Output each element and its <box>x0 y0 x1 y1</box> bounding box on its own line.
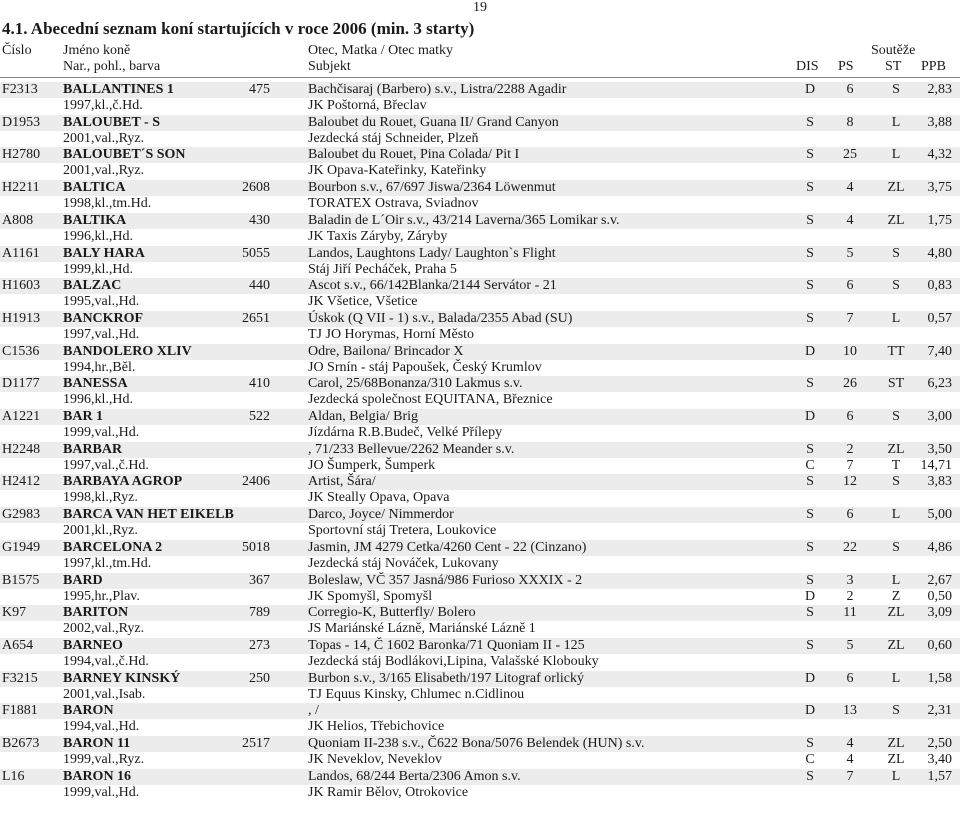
horse-number: H1913 <box>2 310 41 326</box>
horse-number: B1575 <box>2 572 40 588</box>
stat-dis: S <box>806 637 814 653</box>
horse-owner-subject: JK Opava-Kateřinky, Kateřinky <box>308 163 487 179</box>
stat-ps: 13 <box>843 703 857 719</box>
horse-owner-subject: JK Helios, Třebichovice <box>308 719 445 735</box>
horse-id-code: 410 <box>249 376 270 392</box>
horse-id-code: 2517 <box>242 736 270 751</box>
stat-ps: 26 <box>843 376 857 392</box>
horse-pedigree: Carol, 25/68Bonanza/310 Lakmus s.v. <box>308 376 523 392</box>
stat-dis: S <box>806 539 814 555</box>
table-row <box>0 82 960 114</box>
horse-owner-subject: Jezdecká stáj Nováček, Lukovany <box>308 555 499 571</box>
horse-owner-subject: TJ JO Horymas, Horní Město <box>308 326 475 342</box>
table-row <box>0 474 960 506</box>
horse-id-code: 2651 <box>242 310 270 326</box>
horse-pedigree: Aldan, Belgia/ Brig <box>308 409 419 424</box>
horse-id-code: 440 <box>249 278 270 294</box>
horse-birth-sex-color: 1995,hr.,Plav. <box>63 588 140 604</box>
table-row <box>0 278 960 310</box>
table-row <box>0 115 960 147</box>
horse-name: BALZAC <box>63 278 122 294</box>
horse-birth-sex-color: 1994,val.,č.Hd. <box>63 653 149 669</box>
horse-pedigree: Jasmin, JM 4279 Cetka/4260 Cent - 22 (Cinzano) <box>308 539 587 555</box>
stat-dis: S <box>806 768 814 784</box>
horse-name: BALOUBET´S SON <box>63 147 186 163</box>
horse-birth-sex-color: 2001,val.,Isab. <box>63 686 146 702</box>
stat-dis: S <box>806 147 814 163</box>
stat-dis: S <box>806 114 814 130</box>
horse-pedigree: Úskok (Q VII - 1) s.v., Balada/2355 Abad (SU) <box>308 310 573 326</box>
stat-dis: S <box>806 605 814 621</box>
horse-name: BALY HARA <box>63 245 145 261</box>
horse-id-code: 5018 <box>242 539 270 555</box>
horse-birth-sex-color: 1998,kl.,Ryz. <box>63 490 138 506</box>
horse-name: BAR 1 <box>63 409 104 424</box>
stat-ps: 7 <box>846 768 854 784</box>
stat-st: ZL <box>887 605 905 621</box>
table-row <box>0 540 960 572</box>
horse-owner-subject: JO Šumperk, Šumperk <box>308 457 436 473</box>
horse-name: BARBAR <box>63 441 123 457</box>
stat-ppb: 3,88 <box>927 114 952 130</box>
stat-ppb: 3,00 <box>927 409 952 424</box>
stat-ps: 8 <box>846 114 854 130</box>
horse-number: A654 <box>2 637 34 653</box>
horse-pedigree: Bachčisaraj (Barbero) s.v., Listra/2288 Agadir <box>308 82 567 97</box>
stat-st: ST <box>887 376 905 392</box>
stat-st: ZL <box>887 736 905 751</box>
stat-ppb: 3,75 <box>927 180 952 196</box>
horse-name: BARNEO <box>63 637 123 653</box>
stat-ps: 5 <box>846 637 854 653</box>
table-row <box>0 246 960 278</box>
horse-birth-sex-color: 2001,val.,Ryz. <box>63 130 145 146</box>
stat-st: L <box>891 507 901 523</box>
horse-number: F3215 <box>2 670 38 686</box>
horse-owner-subject: JK Spomyšl, Spomyšl <box>308 588 433 604</box>
horse-name: BARCELONA 2 <box>63 539 163 555</box>
horse-id-code: 273 <box>249 637 270 653</box>
horse-pedigree: Landos, 68/244 Berta/2306 Amon s.v. <box>308 768 521 784</box>
stat-ppb: 1,57 <box>927 768 952 784</box>
horse-name: BARON 16 <box>63 768 132 784</box>
horse-birth-sex-color: 2001,kl.,Ryz. <box>63 523 138 539</box>
table-row <box>0 769 960 801</box>
stat-ppb: 0,57 <box>927 310 952 326</box>
horse-number: H2211 <box>2 180 40 196</box>
stat-ppb: 2,50 <box>927 736 952 751</box>
stat-ps: 6 <box>846 278 854 294</box>
horse-owner-subject: JK Všetice, Všetice <box>308 294 418 310</box>
horse-owner-subject: Jízdárna R.B.Budeč, Velké Přílepy <box>308 425 503 440</box>
horse-birth-sex-color: 1999,kl.,Hd. <box>63 261 133 277</box>
stat-ppb: 5,00 <box>927 507 952 523</box>
horse-name: BANDOLERO XLIV <box>63 343 192 359</box>
stat-st: L <box>891 670 901 686</box>
horse-owner-subject: TJ Equus Kinsky, Chlumec n.Cidlinou <box>308 686 525 702</box>
stat-ppb: 6,23 <box>927 376 952 392</box>
horse-id-code: 5055 <box>242 245 270 261</box>
horse-pedigree: Ascot s.v., 66/142Blanka/2144 Servátor - 21 <box>308 278 557 294</box>
stat-st: S <box>892 278 900 294</box>
stat-st: ZL <box>887 752 905 767</box>
horse-birth-sex-color: 1997,kl.,č.Hd. <box>63 98 143 113</box>
stat-ps: 7 <box>846 457 854 473</box>
stat-ps: 12 <box>843 474 857 490</box>
horse-owner-subject: Stáj Jiří Pecháček, Praha 5 <box>308 261 457 277</box>
stat-ps: 6 <box>846 507 854 523</box>
stat-ps: 4 <box>846 212 854 228</box>
stat-dis: S <box>806 310 814 326</box>
stat-dis: D <box>804 409 816 424</box>
stat-st: S <box>892 474 900 490</box>
horse-birth-sex-color: 1996,kl.,Hd. <box>63 228 133 244</box>
table-row <box>0 605 960 637</box>
horse-pedigree: Topas - 14, Č 1602 Baronka/71 Quoniam II - 125 <box>308 637 585 653</box>
header-nar: Nar., pohl., barva <box>63 59 161 74</box>
horse-id-code: 522 <box>249 409 270 424</box>
table-row <box>0 736 960 768</box>
horse-number: F1881 <box>2 703 38 719</box>
horse-id-code: 2608 <box>242 180 270 196</box>
stat-st: T <box>891 457 901 473</box>
horse-pedigree: Bourbon s.v., 67/697 Jiswa/2364 Löwenmut <box>308 180 556 196</box>
stat-st: L <box>891 147 901 163</box>
horse-birth-sex-color: 1997,val.,č.Hd. <box>63 457 149 473</box>
horse-name: BALTIKA <box>63 212 127 228</box>
horse-owner-subject: Jezdecká společnost EQUITANA, Březnice <box>308 392 553 408</box>
horse-birth-sex-color: 1994,val.,Hd. <box>63 719 140 735</box>
header-st: ST <box>885 59 902 74</box>
horse-birth-sex-color: 1999,val.,Hd. <box>63 425 140 440</box>
header-jmeno: Jméno koně <box>63 43 131 58</box>
stat-ps: 5 <box>846 245 854 261</box>
horse-name: BARON 11 <box>63 736 131 751</box>
stat-ps: 7 <box>846 310 854 326</box>
horse-id-code: 367 <box>249 572 270 588</box>
table-row <box>0 180 960 212</box>
stat-dis: D <box>804 703 816 719</box>
stat-ps: 6 <box>846 670 854 686</box>
horse-number: G1949 <box>2 539 41 555</box>
table-row <box>0 147 960 179</box>
horse-owner-subject: JK Ramir Bělov, Otrokovice <box>308 784 469 800</box>
stat-st: S <box>892 82 900 97</box>
horse-number: H2412 <box>2 474 41 490</box>
horse-owner-subject: Sportovní stáj Tretera, Loukovice <box>308 523 497 539</box>
horse-number: H1603 <box>2 278 41 294</box>
stat-ps: 4 <box>846 736 854 751</box>
stat-ppb: 2,67 <box>927 572 952 588</box>
horse-number: F2313 <box>2 82 38 97</box>
stat-dis: S <box>806 376 814 392</box>
horse-name: BALOUBET - S <box>63 114 160 130</box>
horse-name: BALTICA <box>63 180 126 196</box>
stat-st: S <box>892 409 900 424</box>
horse-birth-sex-color: 2001,val.,Ryz. <box>63 163 145 179</box>
stat-ps: 10 <box>843 343 857 359</box>
stat-st: ZL <box>887 637 905 653</box>
horse-name: BARNEY KINSKÝ <box>63 670 181 686</box>
stat-ppb: 1,75 <box>927 212 952 228</box>
horse-owner-subject: Jezdecká stáj Schneider, Plzeň <box>308 130 479 146</box>
stat-st: TT <box>887 343 905 359</box>
header-ppb: PPB <box>921 59 946 74</box>
stat-ppb: 7,40 <box>927 343 952 359</box>
horse-owner-subject: TORATEX Ostrava, Sviadnov <box>308 196 479 212</box>
horse-number: B2673 <box>2 736 40 751</box>
stat-ps: 6 <box>846 409 854 424</box>
stat-ppb: 3,40 <box>927 752 952 767</box>
horse-birth-sex-color: 1995,val.,Hd. <box>63 294 140 310</box>
stat-st: ZL <box>887 441 905 457</box>
horse-pedigree: Corregio-K, Butterfly/ Bolero <box>308 605 476 621</box>
horse-name: BARBAYA AGROP <box>63 474 183 490</box>
horse-number: K97 <box>2 605 27 621</box>
table-row <box>0 344 960 376</box>
stat-st: S <box>892 245 900 261</box>
horse-birth-sex-color: 2002,val.,Ryz. <box>63 621 145 637</box>
stat-st: S <box>892 539 900 555</box>
table-row <box>0 409 960 441</box>
stat-ps: 2 <box>846 441 854 457</box>
stat-dis: S <box>806 736 814 751</box>
horse-owner-subject: JK Poštorná, Břeclav <box>308 98 427 113</box>
header-otec: Otec, Matka / Otec matky <box>308 43 454 58</box>
table-row <box>0 671 960 703</box>
table-row <box>0 703 960 735</box>
table-row <box>0 507 960 539</box>
stat-dis: D <box>804 588 816 604</box>
stat-ppb: 4,80 <box>927 245 952 261</box>
header-cislo: Číslo <box>2 43 32 58</box>
header-subjekt: Subjekt <box>308 59 351 74</box>
horse-number: A1221 <box>2 409 41 424</box>
stat-ps: 22 <box>843 539 857 555</box>
horse-pedigree: Baladin de L´Oir s.v., 43/214 Laverna/365 Lomikar s.v. <box>308 212 620 228</box>
horse-id-code: 475 <box>249 82 270 97</box>
horse-birth-sex-color: 1999,val.,Ryz. <box>63 752 145 767</box>
stat-ppb: 0,60 <box>927 637 952 653</box>
table-row <box>0 311 960 343</box>
horse-birth-sex-color: 1996,kl.,Hd. <box>63 392 133 408</box>
stat-st: ZL <box>887 212 905 228</box>
stat-dis: C <box>805 752 815 767</box>
horse-birth-sex-color: 1999,val.,Hd. <box>63 784 140 800</box>
horse-id-code: 789 <box>249 605 270 621</box>
horse-name: BARITON <box>63 605 129 621</box>
horse-owner-subject: JO Srnín - stáj Papoušek, Český Krumlov <box>308 359 542 375</box>
stat-ppb: 3,83 <box>927 474 952 490</box>
horse-birth-sex-color: 1997,kl.,tm.Hd. <box>63 555 152 571</box>
stat-ppb: 1,58 <box>927 670 952 686</box>
stat-ps: 4 <box>846 752 854 767</box>
horse-id-code: 2406 <box>242 474 270 490</box>
horse-pedigree: Artist, Šára/ <box>308 474 376 490</box>
stat-ps: 11 <box>843 605 857 621</box>
stat-ppb: 2,31 <box>927 703 952 719</box>
stat-dis: S <box>806 507 814 523</box>
stat-dis: C <box>805 457 815 473</box>
stat-dis: S <box>806 572 814 588</box>
horse-birth-sex-color: 1994,hr.,Běl. <box>63 359 136 375</box>
stat-ps: 2 <box>846 588 854 604</box>
stat-dis: D <box>804 82 816 97</box>
horse-owner-subject: JK Steally Opava, Opava <box>308 490 450 506</box>
stat-st: Z <box>891 588 901 604</box>
horse-number: C1536 <box>2 343 40 359</box>
stat-st: L <box>891 768 901 784</box>
table-row <box>0 376 960 408</box>
horse-pedigree: , / <box>308 703 319 719</box>
horse-pedigree: Boleslaw, VČ 357 Jasná/986 Furioso XXXIX - 2 <box>308 572 583 588</box>
page-title: 4.1. Abecední seznam koní startujících v roce 2006 (min. 3 starty) <box>2 19 475 38</box>
horse-owner-subject: JS Mariánské Lázně, Mariánské Lázně 1 <box>308 621 536 637</box>
horse-name: BARD <box>63 572 103 588</box>
stat-ppb: 14,71 <box>920 457 952 473</box>
horse-owner-subject: Jezdecká stáj Bodlákovi,Lipina, Valašské Klobouky <box>308 653 599 669</box>
horse-id-code: 250 <box>249 670 270 686</box>
stat-dis: S <box>806 278 814 294</box>
horse-pedigree: Burbon s.v., 3/165 Elisabeth/197 Litograf orlický <box>308 670 584 686</box>
table-row <box>0 213 960 245</box>
horse-name: BANCKROF <box>63 310 144 326</box>
horse-owner-subject: JK Neveklov, Neveklov <box>308 752 443 767</box>
horse-name: BARON <box>63 703 114 719</box>
horse-number: G2983 <box>2 507 41 523</box>
horse-name: BALLANTINES 1 <box>63 82 174 97</box>
stat-st: L <box>891 310 901 326</box>
horse-owner-subject: JK Taxis Záryby, Záryby <box>308 228 448 244</box>
stat-dis: D <box>804 343 816 359</box>
horse-pedigree: Quoniam II-238 s.v., Č622 Bona/5076 Belendek (HUN) s.v. <box>308 736 645 751</box>
table-row <box>0 442 960 474</box>
horse-pedigree: Odre, Bailona/ Brincador X <box>308 343 464 359</box>
stat-ppb: 0,50 <box>927 588 952 604</box>
stat-ppb: 3,09 <box>927 605 952 621</box>
stat-ppb: 4,86 <box>927 539 952 555</box>
header-ps: PS <box>838 59 854 74</box>
stat-st: L <box>891 114 901 130</box>
horse-name: BANESSA <box>63 376 128 392</box>
horse-pedigree: Landos, Laughtons Lady/ Laughton`s Flight <box>308 245 556 261</box>
horse-pedigree: Baloubet du Rouet, Guana II/ Grand Canyon <box>308 114 559 130</box>
stat-dis: S <box>806 245 814 261</box>
stat-dis: D <box>804 670 816 686</box>
horse-birth-sex-color: 1998,kl.,tm.Hd. <box>63 196 152 212</box>
table-row <box>0 573 960 605</box>
stat-ppb: 0,83 <box>927 278 952 294</box>
horse-id-code: 430 <box>249 212 270 228</box>
stat-dis: S <box>806 180 814 196</box>
page-number: 19 <box>473 0 487 15</box>
horse-pedigree: , 71/233 Bellevue/2262 Meander s.v. <box>308 441 515 457</box>
table-row <box>0 638 960 670</box>
stat-ppb: 3,50 <box>927 441 952 457</box>
stat-dis: S <box>806 212 814 228</box>
horse-number: H2248 <box>2 441 41 457</box>
horse-birth-sex-color: 1997,val.,Hd. <box>63 326 140 342</box>
horse-number: A1161 <box>2 245 40 261</box>
header-divider <box>0 77 960 78</box>
horse-number: A808 <box>2 212 34 228</box>
stat-st: S <box>892 703 900 719</box>
stat-ppb: 4,32 <box>927 147 952 163</box>
stat-ps: 25 <box>843 147 857 163</box>
stat-ppb: 2,83 <box>927 82 952 97</box>
horse-name: BARCA VAN HET EIKELB <box>63 507 234 523</box>
horse-pedigree: Darco, Joyce/ Nimmerdor <box>308 507 454 523</box>
header-souteze: Soutěže <box>871 43 916 58</box>
horse-pedigree: Baloubet du Rouet, Pina Colada/ Pit I <box>308 147 520 163</box>
stat-st: L <box>891 572 901 588</box>
horse-number: H2780 <box>2 147 41 163</box>
stat-st: ZL <box>887 180 905 196</box>
horse-number: D1953 <box>2 114 41 130</box>
horse-number: L16 <box>2 768 25 784</box>
stat-dis: S <box>806 441 814 457</box>
stat-ps: 6 <box>846 82 854 97</box>
header-dis: DIS <box>796 59 819 74</box>
stat-ps: 3 <box>846 572 854 588</box>
stat-ps: 4 <box>846 180 854 196</box>
stat-dis: S <box>806 474 814 490</box>
horse-number: D1177 <box>2 376 40 392</box>
